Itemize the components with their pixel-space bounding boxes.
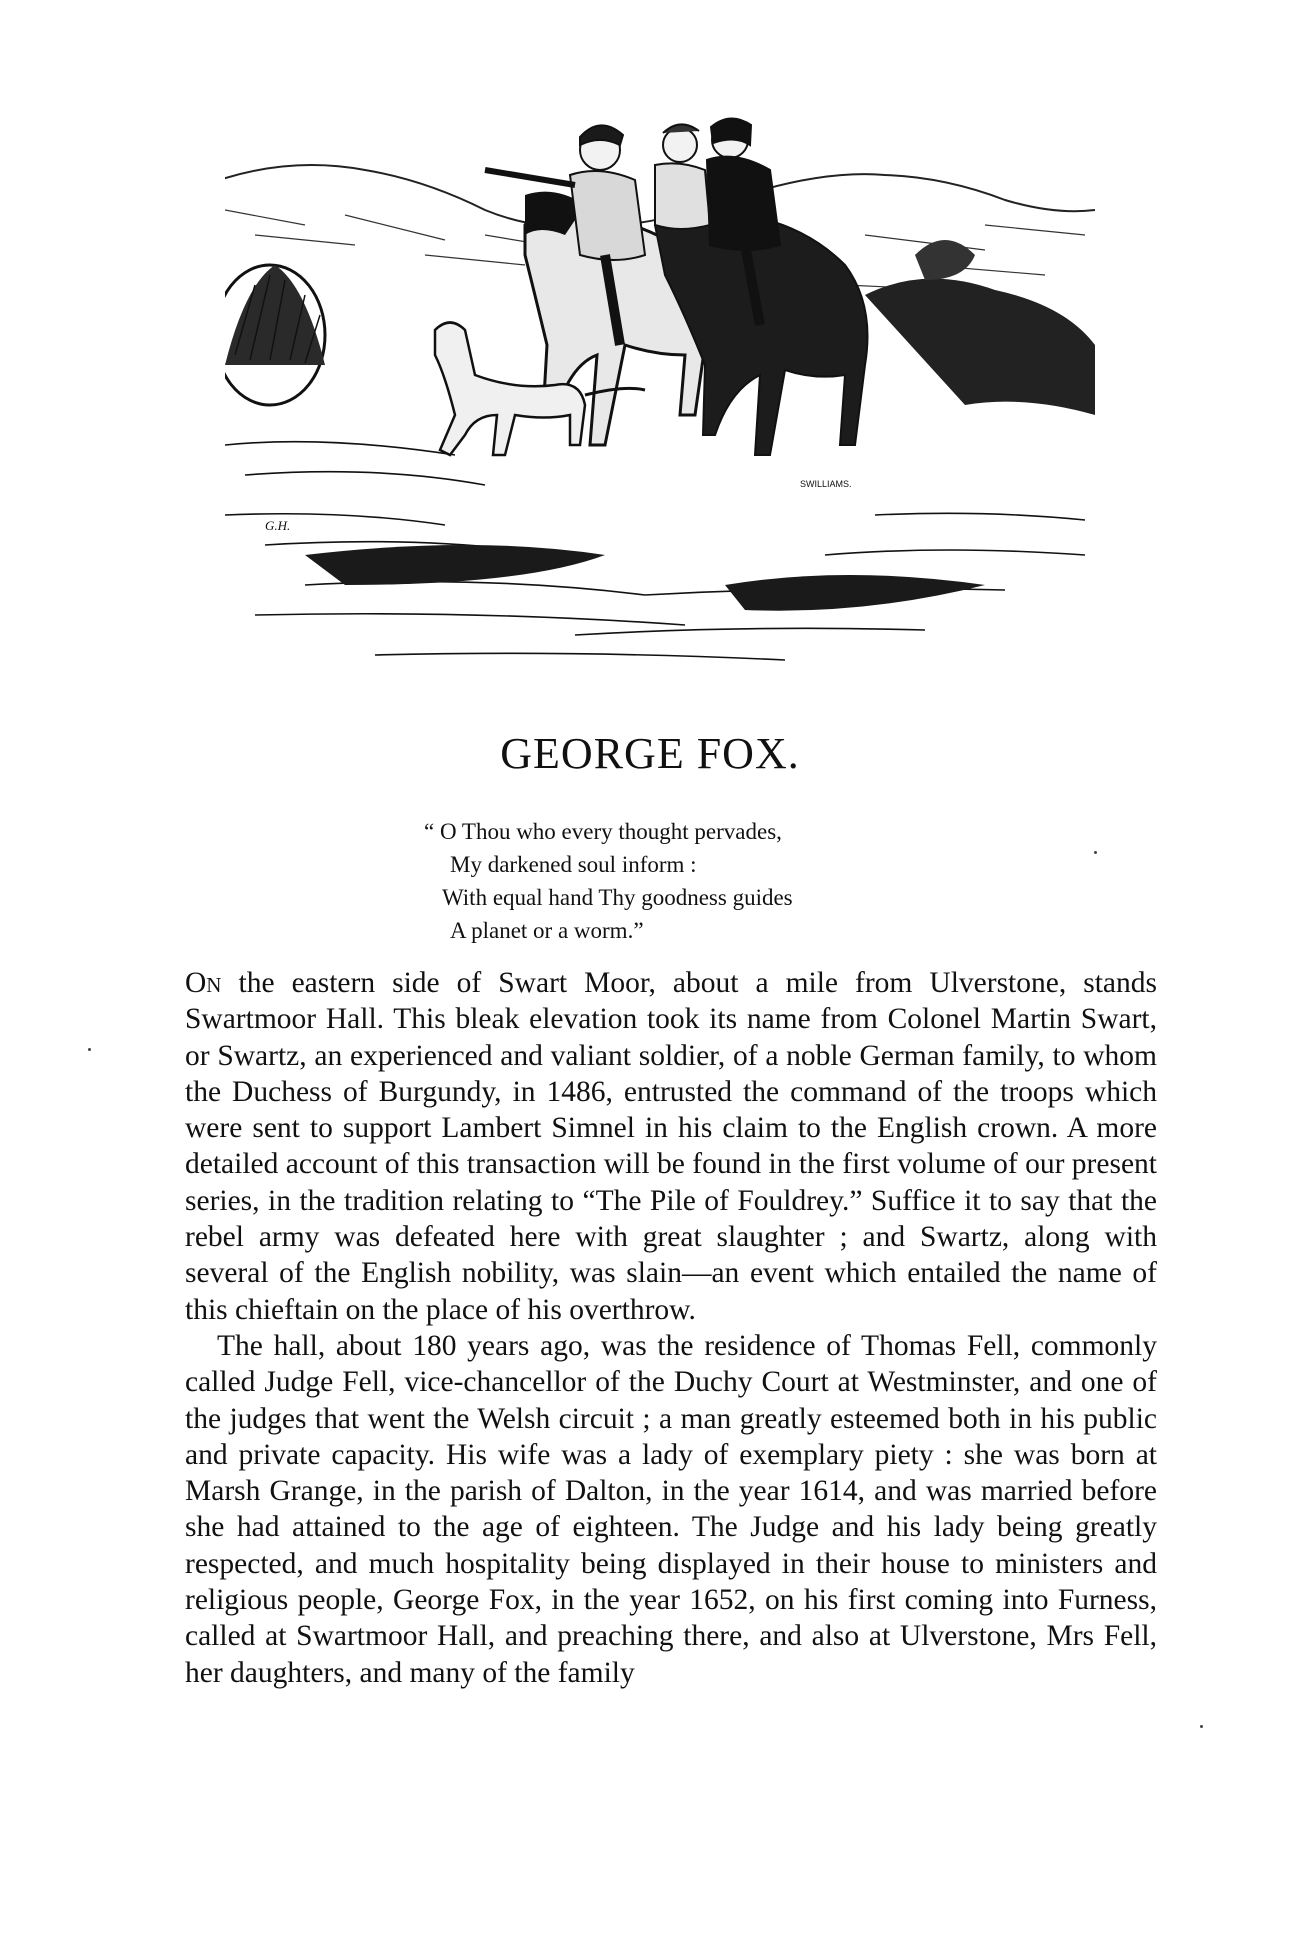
paragraph-text: the eastern side of Swart Moor, about a mile from Ulverstone, stands Swartmoor Hall. This bleak elevation took its name from Colonel Martin Swart, or Swartz, an experienced and valiant soldier, of a noble German family, to whom the Duchess of Burgundy, in 1486, entrusted the command of the troops which were sent to support Lambert Simnel in his claim to the English crown. A more detailed account of this transaction will be found in the first volume of our present series, in the tradition relating to “The Pile of Fouldrey.” Suffice it to say that the rebel army was defeated here with great slaughter ; and Swartz, along with several of the English nobility, was slain—an event which entailed the name of this chieftain on the place of his overthrow.	[185, 967, 1157, 1326]
paragraph-dropcap: On	[185, 967, 222, 999]
engraving-illustration	[225, 115, 1095, 675]
page-title: GEORGE FOX.	[500, 729, 800, 778]
body-text	[185, 965, 1157, 1691]
scan-speck	[1094, 851, 1097, 854]
engraver-signature-left: G.H.	[265, 518, 291, 533]
paragraph-first	[185, 965, 1157, 1328]
epigraph-line: With equal hand Thy goodness guides	[442, 885, 793, 910]
engraver-signature-right: SWILLIAMS.	[800, 479, 852, 489]
scan-speck	[1200, 1725, 1203, 1728]
epigraph-line: “ O Thou who every thought pervades,	[424, 819, 782, 844]
epigraph-line: My darkened soul inform :	[450, 852, 697, 877]
paragraph-text: The hall, about 180 years ago, was the residence of Thomas Fell, commonly called Judge Fell, vice-chancellor of the Duchy Court at Westminster, and one of the judges that went the Welsh circuit ; a man greatly esteemed both in his public and private capacity. His wife was a lady of exemplary piety : she was born at Marsh Grange, in the parish of Dalton, in the year 1614, and was married before she had attained to the age of eighteen. The Judge and his lady being greatly respected, and much hospitality being displayed in their house to ministers and religious people, George Fox, in the year 1652, on his first coming into Furness, called at Swartmoor Hall, and preaching there, and also at Ulverstone, Mrs Fell, her daughters, and many of the family	[185, 1329, 1157, 1689]
epigraph	[424, 815, 793, 947]
paragraph-second	[185, 1328, 1157, 1691]
scan-speck	[88, 1048, 91, 1051]
epigraph-line: A planet or a worm.”	[450, 918, 644, 943]
engraving-riders-with-dog-icon	[225, 115, 1095, 675]
